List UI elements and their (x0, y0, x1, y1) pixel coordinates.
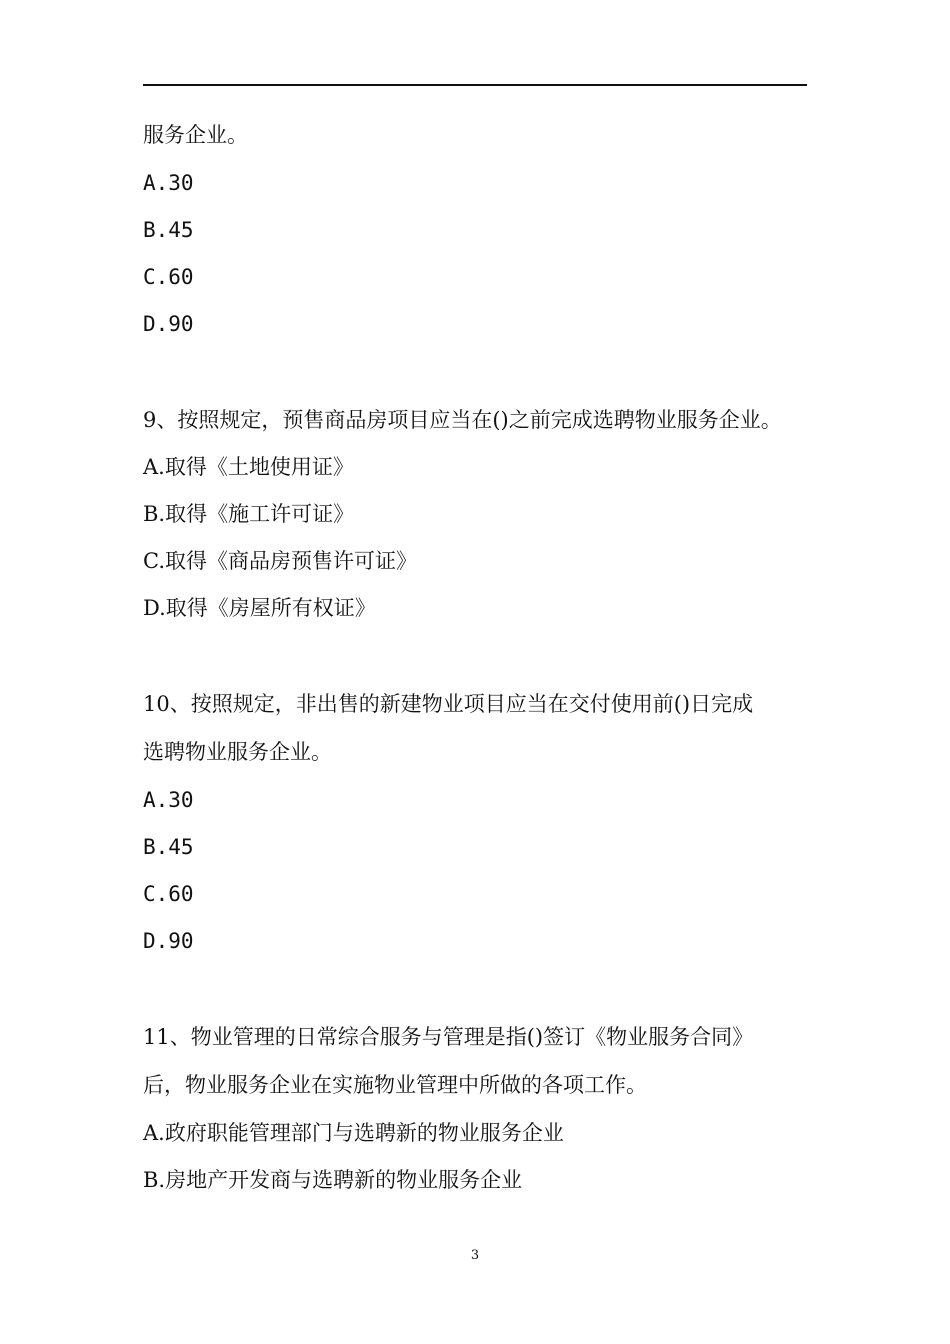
continued-text: 服务企业。 (143, 123, 248, 147)
option-b: B.45 (143, 218, 194, 242)
question-10-stem-line-1: 10、按照规定，非出售的新建物业项目应当在交付使用前()日完成 (143, 692, 754, 716)
question-11-stem-line-1: 11、物业管理的日常综合服务与管理是指()签订《物业服务合同》 (143, 1025, 754, 1049)
option-a: A.30 (143, 171, 194, 195)
question-9-option-d: D.取得《房屋所有权证》 (143, 596, 376, 620)
option-c: C.60 (143, 265, 194, 289)
question-10-option-d: D.90 (143, 929, 194, 953)
header-rule (143, 84, 807, 86)
page-number: 3 (470, 1248, 480, 1263)
question-9-stem: 9、按照规定，预售商品房项目应当在()之前完成选聘物业服务企业。 (143, 408, 782, 432)
question-10-stem-line-2: 选聘物业服务企业。 (143, 740, 332, 764)
question-11-option-b: B.房地产开发商与选聘新的物业服务企业 (143, 1168, 523, 1192)
question-11-option-a: A.政府职能管理部门与选聘新的物业服务企业 (143, 1121, 564, 1145)
question-10-option-b: B.45 (143, 835, 194, 859)
question-9-option-a: A.取得《土地使用证》 (143, 455, 354, 479)
question-11-stem-line-2: 后，物业服务企业在实施物业管理中所做的各项工作。 (143, 1073, 647, 1097)
question-9-option-b: B.取得《施工许可证》 (143, 502, 355, 526)
question-10-option-c: C.60 (143, 882, 194, 906)
question-10-option-a: A.30 (143, 788, 194, 812)
option-d: D.90 (143, 312, 194, 336)
question-9-option-c: C.取得《商品房预售许可证》 (143, 549, 417, 573)
